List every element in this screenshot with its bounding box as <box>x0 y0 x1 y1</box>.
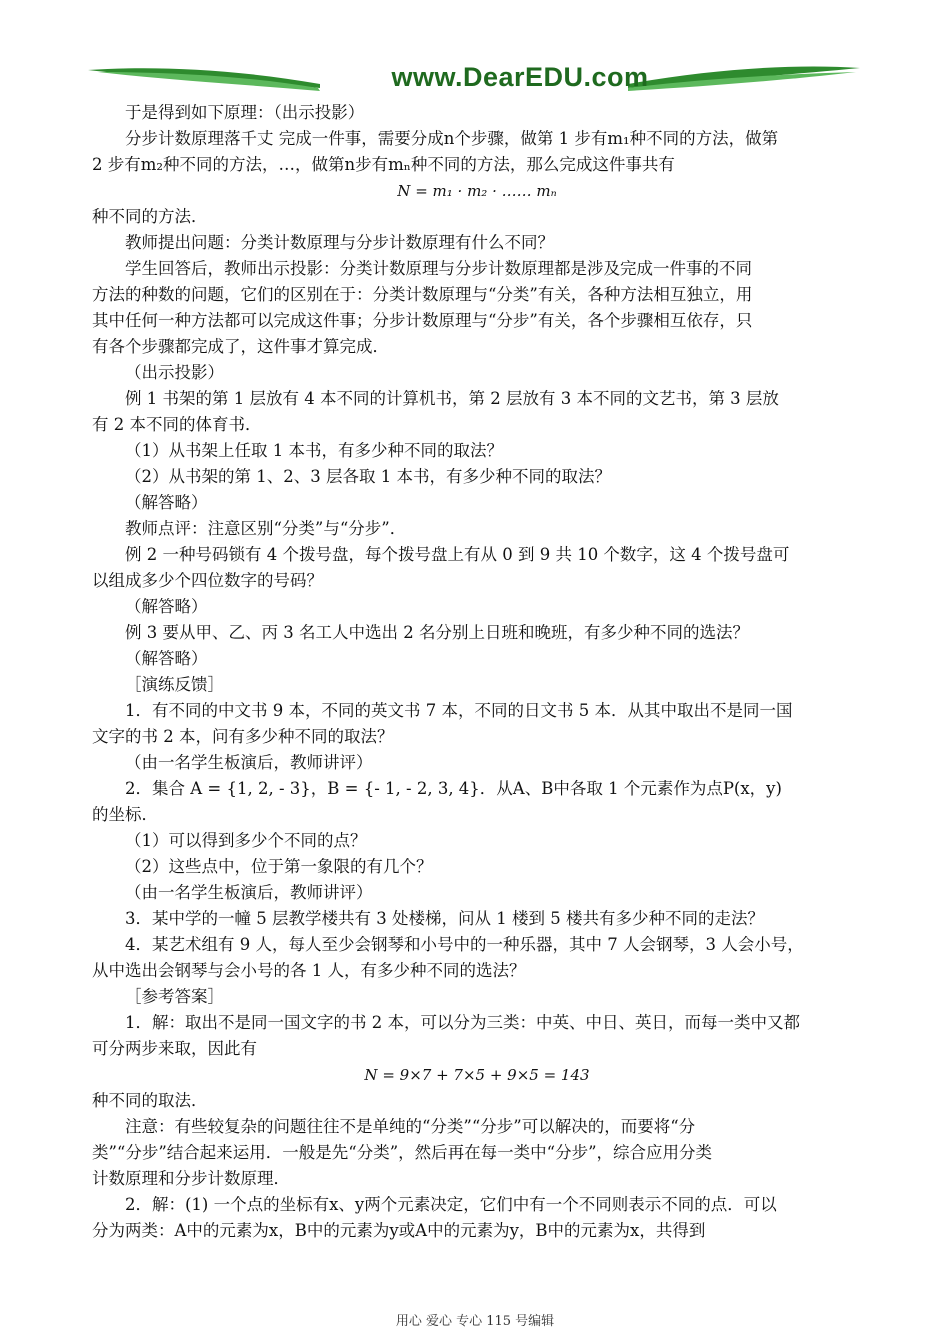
text-line: （由一名学生板演后，教师讲评） <box>125 883 373 902</box>
text-line: 学生回答后，教师出示投影：分类计数原理与分步计数原理都是涉及完成一件事的不同 <box>125 259 752 278</box>
text-line: 有各个步骤都完成了，这件事才算完成． <box>92 337 389 356</box>
text-line: 可分两步来取，因此有 <box>92 1039 257 1058</box>
document-body <box>92 100 862 1244</box>
text-line: 于是得到如下原理：（出示投影） <box>125 103 365 122</box>
text-line: 的坐标． <box>92 805 158 824</box>
text-line: N = m₁ · m₂ · …… mₙ <box>397 182 557 200</box>
text-line: N = 9×7 + 7×5 + 9×5 = 143 <box>364 1066 590 1084</box>
text-line: （1）从书架上任取 1 本书，有多少种不同的取法？ <box>125 441 503 460</box>
text-line: 例 1 书架的第 1 层放有 4 本不同的计算机书，第 2 层放有 3 本不同的文艺书，第 3 层放 <box>125 389 779 408</box>
text-line: 教师点评：注意区别“分类”与“分步”． <box>125 519 407 538</box>
text-line: 种不同的方法． <box>92 207 208 226</box>
text-line: （解答略） <box>125 597 208 616</box>
text-line: 4．某艺术组有 9 人，每人至少会钢琴和小号中的一种乐器，其中 7 人会钢琴，3 人会小号， <box>125 935 804 954</box>
text-line: 分步计数原理落千丈 完成一件事，需要分成n个步骤，做第 1 步有m₁种不同的方法，做第 <box>125 129 779 148</box>
text-line: （出示投影） <box>125 363 224 382</box>
text-line: （2）这些点中，位于第一象限的有几个？ <box>125 857 433 876</box>
site-name: www.DearEDU.com <box>391 62 649 92</box>
text-line: 2．解：(1) 一个点的坐标有x、y两个元素决定，它们中有一个不同则表示不同的点．可以 <box>125 1195 777 1214</box>
text-line: 以组成多少个四位数字的号码？ <box>92 571 323 590</box>
text-line: 类”“分步”结合起来运用．一般是先“分类”，然后再在每一类中“分步”，综合应用分类 <box>92 1143 713 1162</box>
text-line: 其中任何一种方法都可以完成这件事；分步计数原理与“分步”有关，各个步骤相互依存，只 <box>92 311 753 330</box>
text-line: 分为两类：A中的元素为x，B中的元素为y或A中的元素为y，B中的元素为x，共得到 <box>92 1221 706 1240</box>
text-line: （1）可以得到多少个不同的点？ <box>125 831 367 850</box>
site-header-banner <box>88 58 860 98</box>
text-line: 例 3 要从甲、乙、丙 3 名工人中选出 2 名分别上日班和晚班，有多少种不同的选法？ <box>125 623 749 642</box>
text-line: 2 步有m₂种不同的方法，…，做第n步有mₙ种不同的方法，那么完成这件事共有 <box>92 155 675 174</box>
text-line: 1．解：取出不是同一国文字的书 2 本，可以分为三类：中英、中日、英日，而每一类中又都 <box>125 1013 800 1032</box>
text-line: 1．有不同的中文书 9 本，不同的英文书 7 本，不同的日文书 5 本．从其中取出不是同一国 <box>125 701 793 720</box>
text-line: （2）从书架的第 1、2、3 层各取 1 本书，有多少种不同的取法？ <box>125 467 611 486</box>
text-line: 方法的种数的问题，它们的区别在于：分类计数原理与“分类”有关，各种方法相互独立，用 <box>92 285 753 304</box>
text-line: 计数原理和分步计数原理． <box>92 1169 290 1188</box>
text-line: 有 2 本不同的体育书． <box>92 415 262 434</box>
text-line: 文字的书 2 本，问有多少种不同的取法？ <box>92 727 394 746</box>
text-line: （由一名学生板演后，教师讲评） <box>125 753 373 772</box>
page-footer: 用心 爱心 专心 115 号编辑 <box>395 1314 555 1329</box>
text-line: 注意：有些较复杂的问题往往不是单纯的“分类”“分步”可以解决的，而要将“分 <box>125 1117 696 1136</box>
text-line: 种不同的取法． <box>92 1091 208 1110</box>
text-line: （解答略） <box>125 649 208 668</box>
text-line: （解答略） <box>125 493 208 512</box>
text-line: 2．集合 A = {1, 2, - 3}，B = {- 1, - 2, 3, 4}．从A、B中各取 1 个元素作为点P(x，y) <box>125 779 782 798</box>
text-line: 从中选出会钢琴与会小号的各 1 人，有多少种不同的选法？ <box>92 961 526 980</box>
text-line: ［演练反馈］ <box>125 675 224 694</box>
text-line: ［参考答案］ <box>125 987 224 1006</box>
text-line: 教师提出问题：分类计数原理与分步计数原理有什么不同？ <box>125 233 554 252</box>
text-line: 例 2 一种号码锁有 4 个拨号盘，每个拨号盘上有从 0 到 9 共 10 个数字，这 4 个拨号盘可 <box>125 545 790 564</box>
text-line: 3．某中学的一幢 5 层教学楼共有 3 处楼梯，问从 1 楼到 5 楼共有多少种不同的走法？ <box>125 909 764 928</box>
